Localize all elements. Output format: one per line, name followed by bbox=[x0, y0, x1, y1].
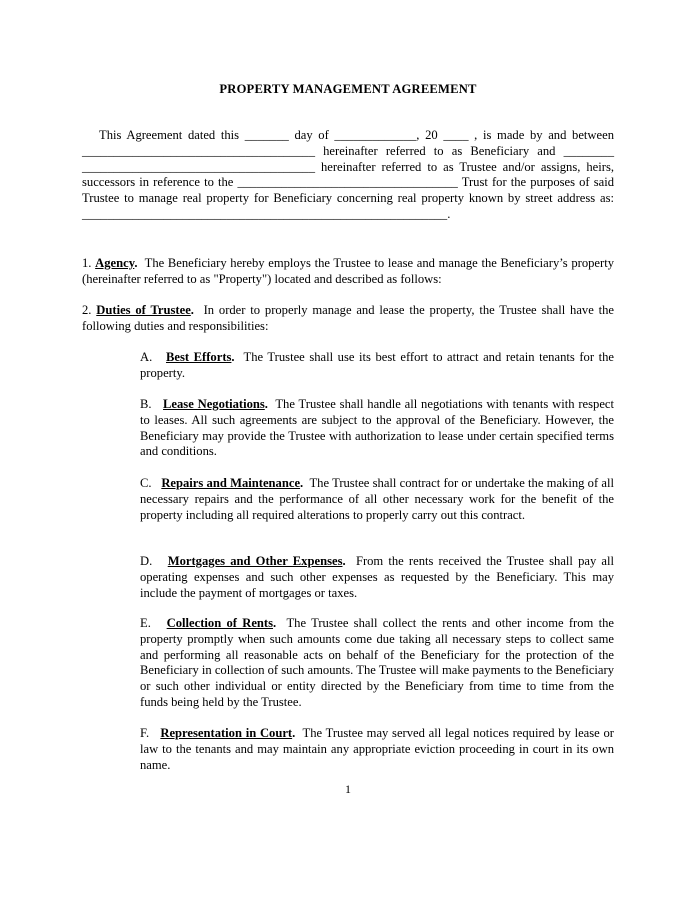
document-title: PROPERTY MANAGEMENT AGREEMENT bbox=[219, 82, 477, 96]
subsection-heading: Repairs and Maintenance bbox=[161, 476, 301, 490]
subsection-representation-court: F. Representation in Court. The Trustee may served all legal notices required by lease or law to the tenants and may maintain any appropriate eviction proceeding in court in its own name. bbox=[140, 726, 614, 772]
section-heading: Agency bbox=[95, 256, 135, 270]
subsection-letter: D. bbox=[140, 554, 153, 568]
subsection-letter: E. bbox=[140, 616, 151, 630]
subsection-text: The Trustee shall handle all negotiations with tenants with respect to leases. All such agreements are subject to the approval of the Beneficiary. However, the Beneficiary may provide the Trustee with authorization to lease under certain specified terms and conditions. bbox=[140, 397, 614, 459]
subsection-text: The Trustee shall collect the rents and other income from the property promptly when such amounts come due taking all necessary steps to collect same and performing all reasonable acts on behalf of the Beneficiary for the protection of the Beneficiary in collection of such amounts. The Trustee will make payments to the Beneficiary or such other individual or entity directed by the Beneficiary from time to time from the funds being held by the Trustee. bbox=[140, 616, 615, 709]
subsection-best-efforts: A. Best Efforts. The Trustee shall use its best effort to attract and retain tenants for the property. bbox=[140, 350, 614, 380]
section-duties: 2. Duties of Trustee. In order to properly manage and lease the property, the Trustee shall have the following duties and responsibilities: bbox=[82, 303, 615, 333]
subsection-text: The Trustee shall contract for or undertake the making of all necessary repairs and the performance of all other necessary work for the benefit of the property including all required alterations to properly carry out this contract. bbox=[140, 476, 615, 522]
subsection-heading: Best Efforts bbox=[165, 350, 232, 364]
subsection-repairs-maintenance: C. Repairs and Maintenance. The Trustee shall contract for or undertake the making of all necessary repairs and the performance of all other necessary work for the benefit of the property including all required alterations to properly carry out this contract. bbox=[140, 476, 615, 522]
subsection-letter: A. bbox=[140, 350, 153, 364]
section-number: 1. bbox=[82, 256, 92, 270]
subsection-heading: Lease Negotiations bbox=[163, 397, 265, 411]
intro-paragraph: This Agreement dated this _______ day of _____________, 20 ____ , is made by and between _____________________________________ hereinafter referred to as Beneficiary and ________ _____________________________________ hereinafter referred to as Trustee and/or assigns, heirs, successors in reference to the ___________________________________ Trust for the purposes of said Trustee to manage real property for Beneficiary concerning real property known by street address as: __________________________________________________________. bbox=[82, 128, 614, 221]
page-number: 1 bbox=[345, 782, 351, 796]
subsection-letter: C. bbox=[140, 476, 152, 490]
section-number: 2. bbox=[82, 303, 92, 317]
subsection-heading: Collection of Rents bbox=[166, 616, 274, 630]
subsection-heading: Mortgages and Other Expenses bbox=[167, 554, 343, 568]
section-text: The Beneficiary hereby employs the Trustee to lease and manage the Beneficiary’s property (hereinafter referred to as "Property") located and described as follows: bbox=[82, 256, 614, 286]
subsection-text: The Trustee shall use its best effort to attract and retain tenants for the property. bbox=[140, 350, 614, 380]
section-heading: Duties of Trustee bbox=[96, 303, 191, 317]
subsection-heading: Representation in Court bbox=[160, 726, 293, 740]
subsection-letter: B. bbox=[140, 397, 152, 411]
subsection-text: From the rents received the Trustee shall pay all operating expenses and such other expenses as requested by the Beneficiary. This may include the payment of mortgages or taxes. bbox=[140, 554, 615, 600]
subsection-collection-rents: E. Collection of Rents. The Trustee shall collect the rents and other income from the property promptly when such amounts come due taking all necessary steps to collect same and performing all reasonable acts on behalf of the Beneficiary for the protection of the Beneficiary in collection of such amounts. The Trustee will make payments to the Beneficiary or such other individual or entity directed by the Beneficiary from time to time from the funds being held by the Trustee. bbox=[140, 616, 615, 709]
section-text: In order to properly manage and lease the property, the Trustee shall have the following duties and responsibilities: bbox=[82, 303, 615, 333]
subsection-lease-negotiations: B. Lease Negotiations. The Trustee shall handle all negotiations with tenants with respect to leases. All such agreements are subject to the approval of the Beneficiary. However, the Beneficiary may provide the Trustee with authorization to lease under certain specified terms and conditions. bbox=[140, 397, 614, 459]
subsection-mortgages-expenses: D. Mortgages and Other Expenses. From the rents received the Trustee shall pay all operating expenses and such other expenses as requested by the Beneficiary. This may include the payment of mortgages or taxes. bbox=[140, 554, 615, 600]
section-agency: 1. Agency. The Beneficiary hereby employs the Trustee to lease and manage the Beneficiary’s property (hereinafter referred to as "Property") located and described as follows: bbox=[82, 256, 614, 286]
subsection-letter: F. bbox=[140, 726, 150, 740]
subsection-text: The Trustee may served all legal notices required by lease or law to the tenants and may maintain any appropriate eviction proceeding in court in its own name. bbox=[140, 726, 614, 772]
